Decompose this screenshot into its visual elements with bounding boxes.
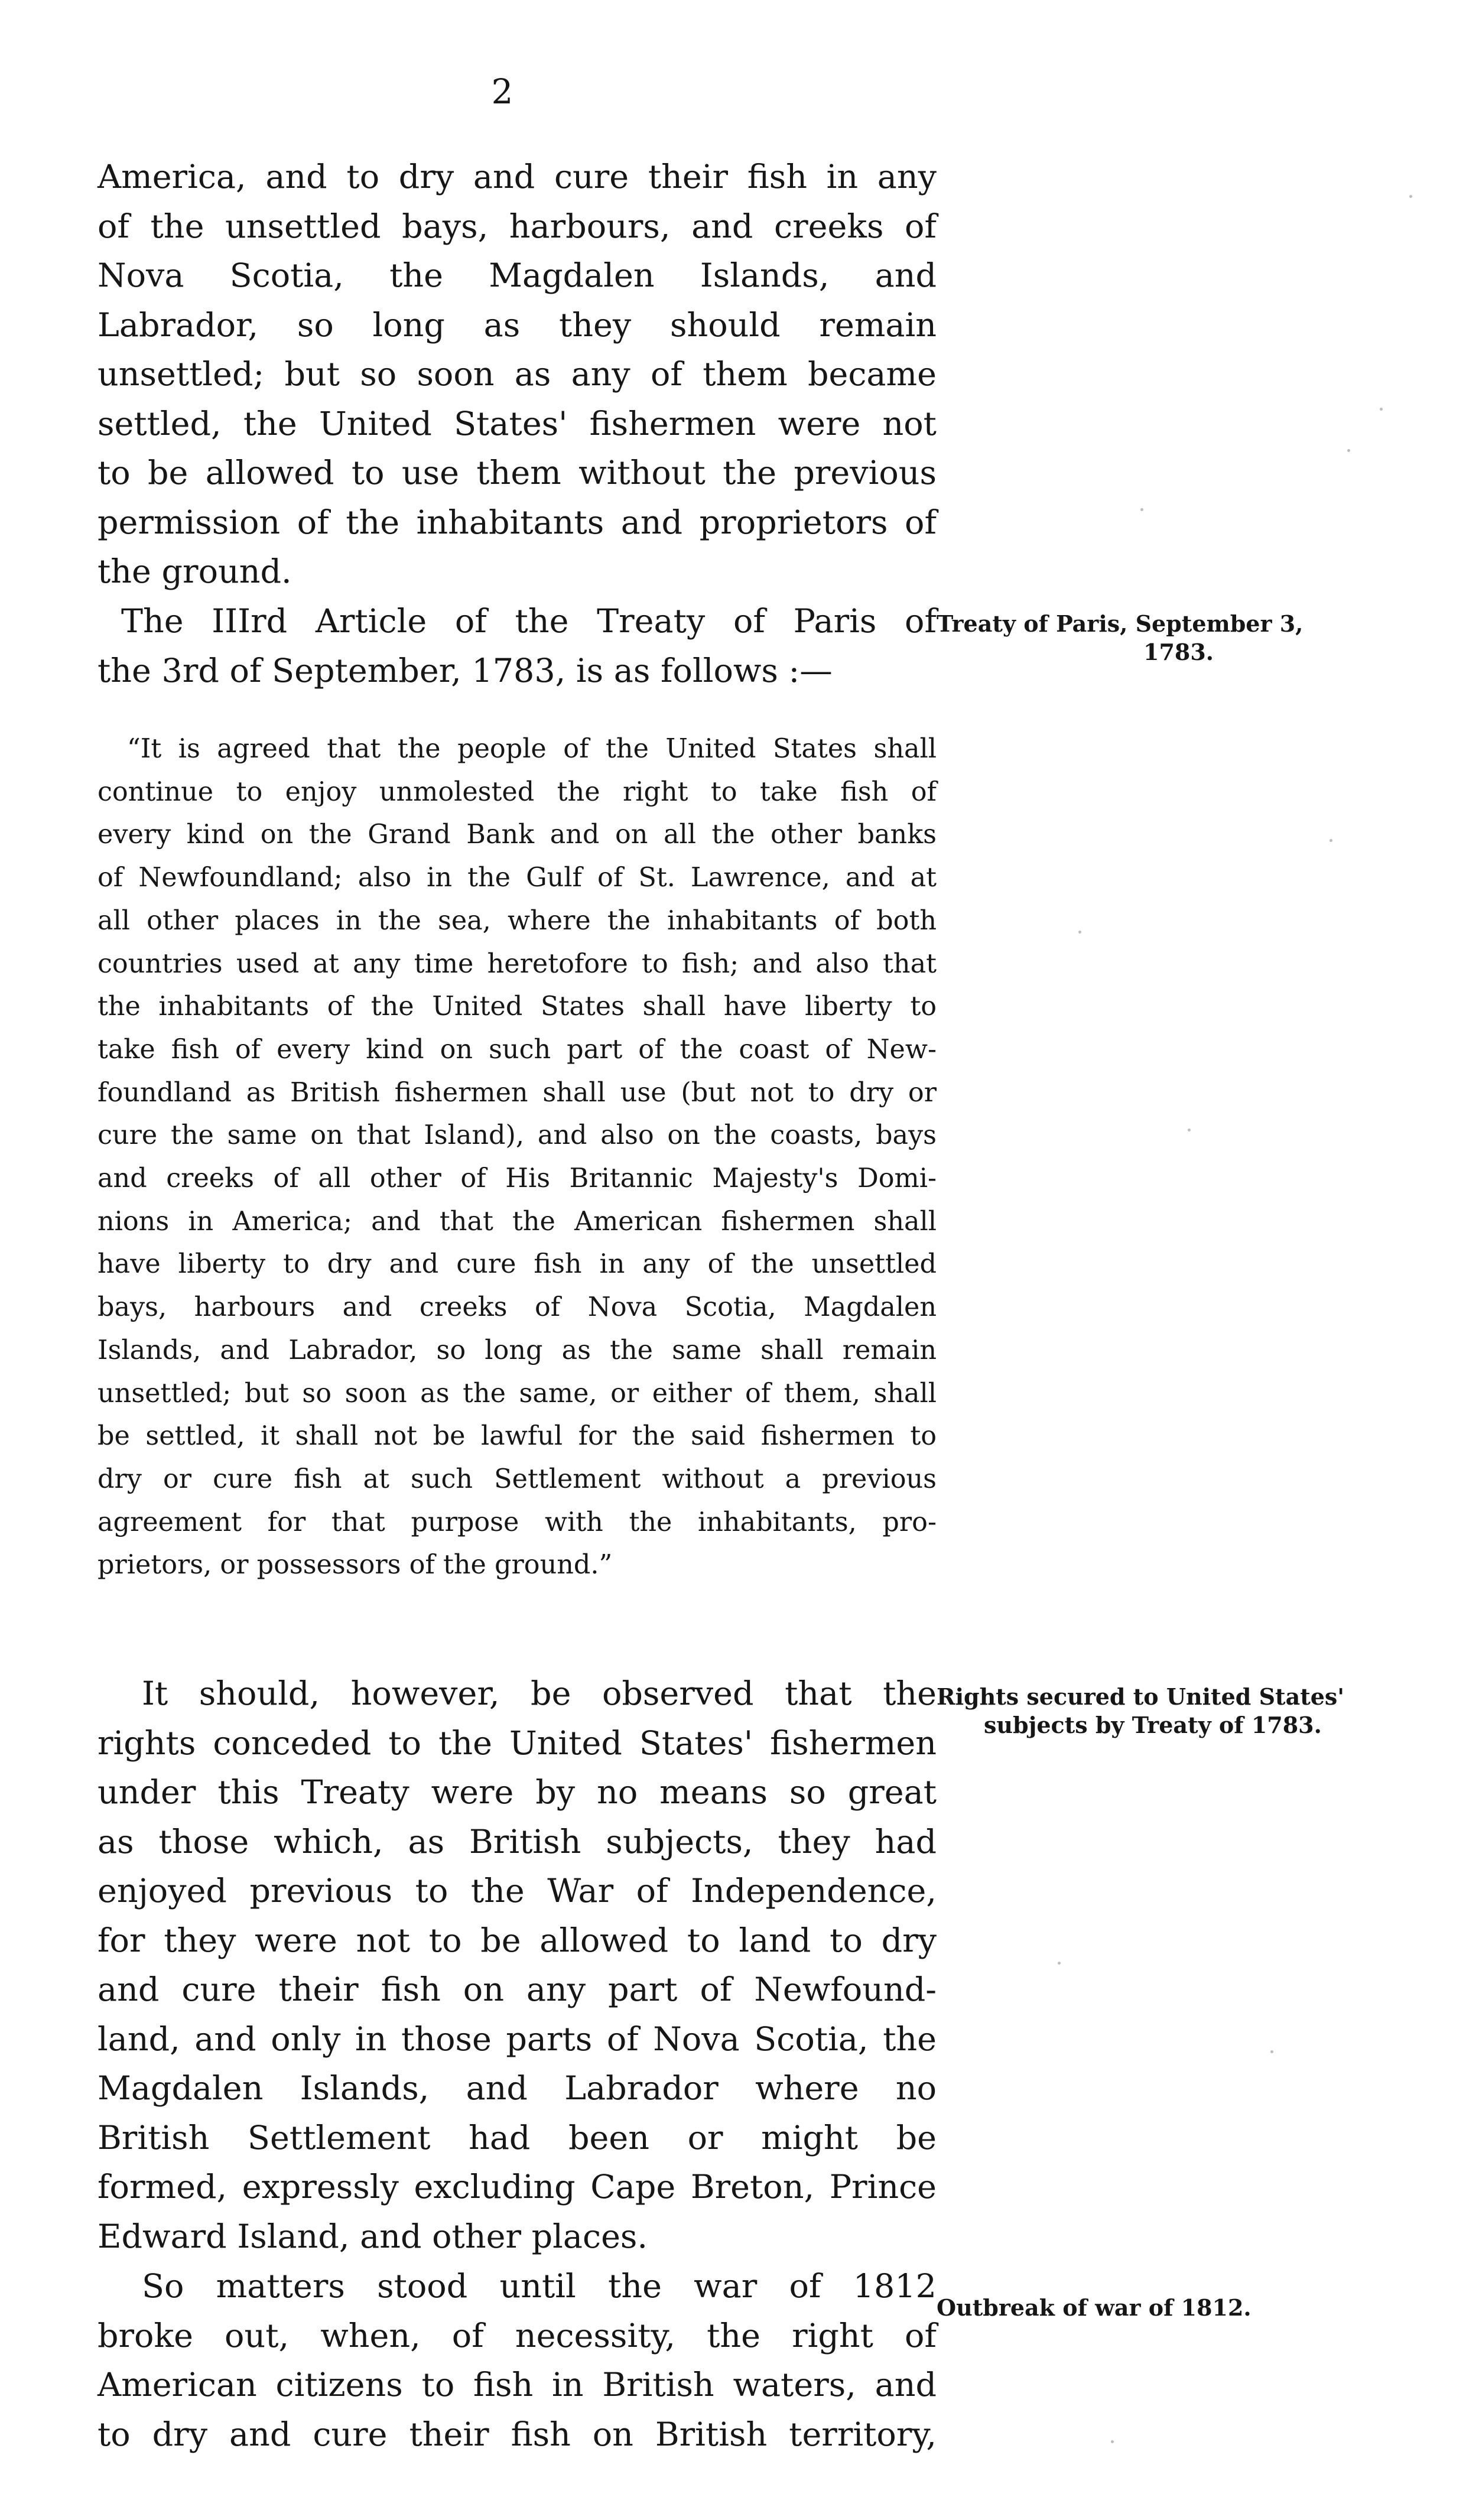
scan-speck (1078, 931, 1081, 934)
text-line: the 3rd of September, 1783, is as follows :— (97, 651, 833, 690)
page-number: 2 (491, 71, 513, 112)
text-line: to be allowed to use them without the previous (97, 454, 937, 492)
sidenote-line: subjects by Treaty of 1783. (984, 1712, 1322, 1738)
paragraph-opening (97, 152, 937, 597)
sidenote-outbreak-of-war (937, 2294, 1374, 2322)
quotation-article-three (97, 728, 937, 1587)
quote-line: countries used at any time heretofore to fish; and also that (97, 948, 937, 979)
quote-line: bays, harbours and creeks of Nova Scotia, Magdalen (97, 1292, 937, 1323)
text-line: Labrador, so long as they should remain (97, 305, 937, 344)
text-line: enjoyed previous to the War of Independence, (97, 1872, 937, 1910)
scan-speck (1111, 2440, 1114, 2443)
quote-line: take fish of every kind on such part of the coast of New- (97, 1034, 937, 1065)
sidenote-line: Treaty of Paris, September 3, (937, 610, 1304, 637)
quote-line: dry or cure fish at such Settlement without a previous (97, 1464, 937, 1494)
sidenote-line: Rights secured to United States' (937, 1683, 1344, 1710)
sidenote-line: 1783. (1143, 639, 1214, 665)
quote-line: of Newfoundland; also in the Gulf of St. Lawrence, and at (97, 863, 937, 893)
text-line: formed, expressly excluding Cape Breton, Prince (97, 2168, 937, 2206)
quote-line: every kind on the Grand Bank and on all the other banks (97, 820, 937, 850)
quote-line: the inhabitants of the United States shall have liberty to (97, 991, 937, 1022)
scan-speck (1380, 408, 1383, 411)
text-line: Nova Scotia, the Magdalen Islands, and (97, 256, 937, 295)
scan-speck (1188, 1129, 1191, 1131)
text-line: to dry and cure their fish on British territory, (97, 2415, 937, 2454)
paragraph-war-of-1812 (97, 2262, 937, 2459)
sidenote-rights-secured (937, 1683, 1374, 1739)
sidenote-line: Outbreak of war of 1812. (937, 2294, 1252, 2321)
paragraph-rights (97, 1669, 937, 2261)
paragraph-treaty-intro (97, 597, 937, 695)
text-line: America, and to dry and cure their fish in any (97, 158, 937, 196)
scan-speck (1058, 1962, 1061, 1965)
quote-line: agreement for that purpose with the inhabitants, pro- (97, 1507, 937, 1537)
quote-line: all other places in the sea, where the inhabitants of both (97, 905, 937, 936)
scan-speck (1330, 839, 1332, 842)
text-line: for they were not to be allowed to land to dry (97, 1921, 937, 1960)
text-line: settled, the United States' fishermen were not (97, 404, 937, 443)
quote-line: continue to enjoy unmolested the right to take fish of (97, 776, 937, 807)
text-line: It should, however, be observed that the (142, 1674, 937, 1713)
scan-speck (1347, 449, 1350, 452)
quote-line: nions in America; and that the American fishermen shall (97, 1206, 937, 1237)
scan-speck (1409, 195, 1412, 198)
quote-line: prietors, or possessors of the ground.” (97, 1550, 613, 1581)
text-line: unsettled; but so soon as any of them became (97, 355, 937, 394)
quote-line: foundland as British fishermen shall use (but not to dry or (97, 1077, 937, 1108)
scan-speck (1270, 2050, 1273, 2053)
scan-speck (1140, 508, 1143, 511)
text-line: Magdalen Islands, and Labrador where no (97, 2069, 937, 2108)
text-line: of the unsettled bays, harbours, and creeks of (97, 207, 937, 246)
sidenote-treaty-of-paris (937, 610, 1374, 666)
quote-line: be settled, it shall not be lawful for the said fishermen to (97, 1421, 937, 1452)
quote-line: unsettled; but so soon as the same, or either of them, shall (97, 1378, 937, 1409)
text-line: So matters stood until the war of 1812 (142, 2267, 937, 2306)
text-line: as those which, as British subjects, they had (97, 1822, 937, 1861)
text-line: American citizens to fish in British waters, and (97, 2366, 937, 2404)
text-line: and cure their fish on any part of Newfound- (97, 1971, 937, 2009)
text-line: The IIIrd Article of the Treaty of Paris of (121, 602, 937, 640)
text-line: land, and only in those parts of Nova Scotia, the (97, 2020, 937, 2059)
quote-line: have liberty to dry and cure fish in any of the unsettled (97, 1249, 937, 1280)
quote-line: Islands, and Labrador, so long as the same shall remain (97, 1335, 937, 1365)
quote-line: cure the same on that Island), and also on the coasts, bays (97, 1120, 937, 1151)
text-line: Edward Island, and other places. (97, 2217, 648, 2256)
text-line: under this Treaty were by no means so great (97, 1773, 937, 1812)
text-line: broke out, when, of necessity, the right of (97, 2316, 937, 2355)
text-line: British Settlement had been or might be (97, 2118, 937, 2157)
text-line: rights conceded to the United States' fishermen (97, 1724, 937, 1763)
text-line: the ground. (97, 552, 292, 591)
quote-line: “It is agreed that the people of the United States shall (127, 734, 937, 764)
quote-line: and creeks of all other of His Britannic Majesty's Domi- (97, 1163, 937, 1194)
text-line: permission of the inhabitants and proprietors of (97, 503, 937, 542)
